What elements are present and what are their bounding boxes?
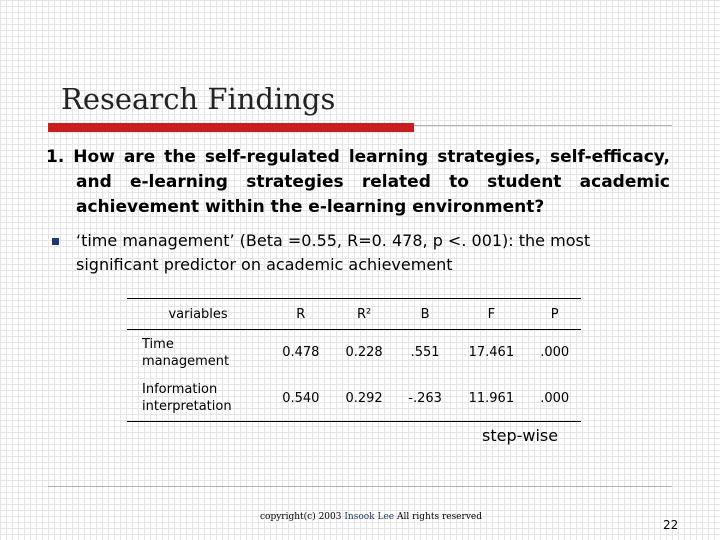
variable-cell: [127, 330, 269, 376]
bullet-line: significant predictor on academic achievement: [76, 255, 453, 274]
slide-title: Research Findings: [61, 82, 336, 116]
table-header-row: [127, 299, 581, 330]
table-note: step-wise: [482, 426, 559, 445]
variable-cell: [127, 376, 269, 422]
copyright-prefix: copyright(c) 2003: [260, 512, 345, 522]
finding-bullet: [46, 229, 670, 277]
square-bullet-icon: [52, 238, 59, 245]
header-r: R: [296, 306, 306, 322]
r-cell: 0.540: [282, 390, 320, 406]
r-squared-cell: 0.228: [345, 345, 383, 361]
question-line: achievement within the e-learning environment?: [76, 197, 545, 217]
question-line: and e-learning strategies related to student academic: [76, 172, 670, 192]
f-cell: 17.461: [468, 345, 515, 361]
bullet-line: ‘time management’ (Beta =0.55, R=0. 478, p <. 001): the most: [76, 231, 591, 250]
b-cell: .551: [410, 345, 440, 361]
variable-name-line: interpretation: [142, 399, 232, 415]
footer-divider: [48, 486, 672, 487]
copyright-notice: [260, 512, 482, 522]
header-p: P: [550, 306, 559, 322]
research-question: [46, 145, 670, 220]
f-cell: 11.961: [468, 390, 515, 406]
r-squared-cell: 0.292: [345, 390, 383, 406]
question-line: 1. How are the self-regulated learning strategies, self-efficacy,: [46, 147, 670, 167]
title-accent-bar: [48, 123, 414, 132]
page-number: 22: [663, 518, 679, 532]
header-variables: variables: [168, 306, 228, 322]
header-f: F: [487, 306, 496, 322]
p-cell: .000: [540, 345, 570, 361]
copyright-suffix: All rights reserved: [394, 512, 482, 522]
header-b: B: [420, 306, 430, 322]
variable-name-line: Time: [142, 336, 174, 352]
regression-table: [127, 298, 581, 422]
p-cell: .000: [540, 390, 570, 406]
variable-name-line: management: [142, 353, 230, 369]
b-cell: -.263: [408, 390, 442, 406]
table-row: [127, 376, 581, 422]
header-r-squared: R²: [356, 306, 372, 322]
variable-name-line: Information: [142, 382, 218, 398]
table-row: [127, 330, 581, 376]
copyright-author: Insook Lee: [344, 512, 395, 522]
r-cell: 0.478: [282, 345, 320, 361]
